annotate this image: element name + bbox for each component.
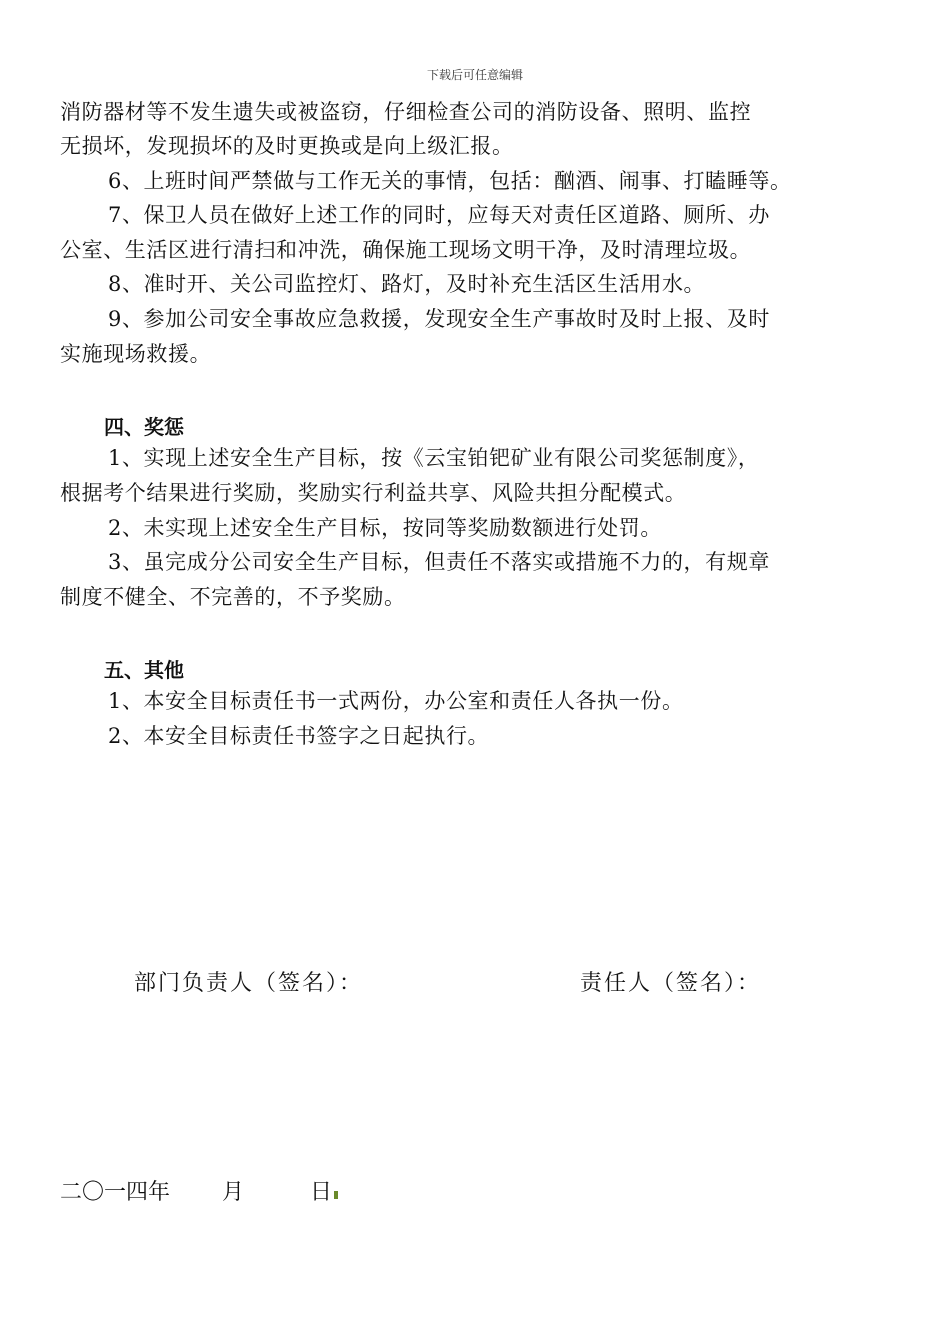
body-line: 1、本安全目标责任书一式两份，办公室和责任人各执一份。 xyxy=(108,689,684,713)
body-line: 无损坏，发现损坏的及时更换或是向上级汇报。 xyxy=(60,134,514,158)
responsible-signature-label: 责任人（签名）： xyxy=(580,971,762,996)
body-line: 9、参加公司安全事故应急救援，发现安全生产事故时及时上报、及时 xyxy=(108,307,770,331)
body-line: 公室、生活区进行清扫和冲洗，确保施工现场文明干净，及时清理垃圾。 xyxy=(60,238,752,262)
body-line: 2、未实现上述安全生产目标，按同等奖励数额进行处罚。 xyxy=(108,516,662,540)
body-line: 1、实现上述安全生产目标，按《云宝铂钯矿业有限公司奖惩制度》， xyxy=(108,446,760,470)
body-line: 6、上班时间严禁做与工作无关的事情，包括：酗酒、闹事、打瞌睡等。 xyxy=(108,169,792,193)
body-line: 制度不健全、不完善的，不予奖励。 xyxy=(60,585,406,609)
body-line: 7、保卫人员在做好上述工作的同时，应每天对责任区道路、厕所、办 xyxy=(108,203,770,227)
date-line xyxy=(60,1175,338,1206)
body-line: 8、准时开、关公司监控灯、路灯，及时补充生活区生活用水。 xyxy=(108,272,706,296)
date-month: 月 xyxy=(222,1180,245,1205)
dept-head-signature-label: 部门负责人（签名）： xyxy=(134,971,364,996)
section-heading-rewards: 四、奖惩 xyxy=(104,415,184,439)
date-year: 二〇一四年 xyxy=(60,1180,171,1205)
body-line: 实施现场救援。 xyxy=(60,342,212,366)
body-line: 消防器材等不发生遗失或被盗窃，仔细检查公司的消防设备、照明、监控 xyxy=(60,100,752,124)
section-heading-other: 五、其他 xyxy=(104,658,184,682)
body-line: 根据考个结果进行奖励，奖励实行利益共享、风险共担分配模式。 xyxy=(60,481,687,505)
body-line: 3、虽完成分公司安全生产目标，但责任不落实或措施不力的，有规章 xyxy=(108,550,770,574)
page-header-note: 下载后可任意编辑 xyxy=(426,68,523,82)
cursor-mark xyxy=(334,1191,338,1199)
date-day: 日 xyxy=(310,1180,333,1205)
body-line: 2、本安全目标责任书签字之日起执行。 xyxy=(108,724,490,748)
